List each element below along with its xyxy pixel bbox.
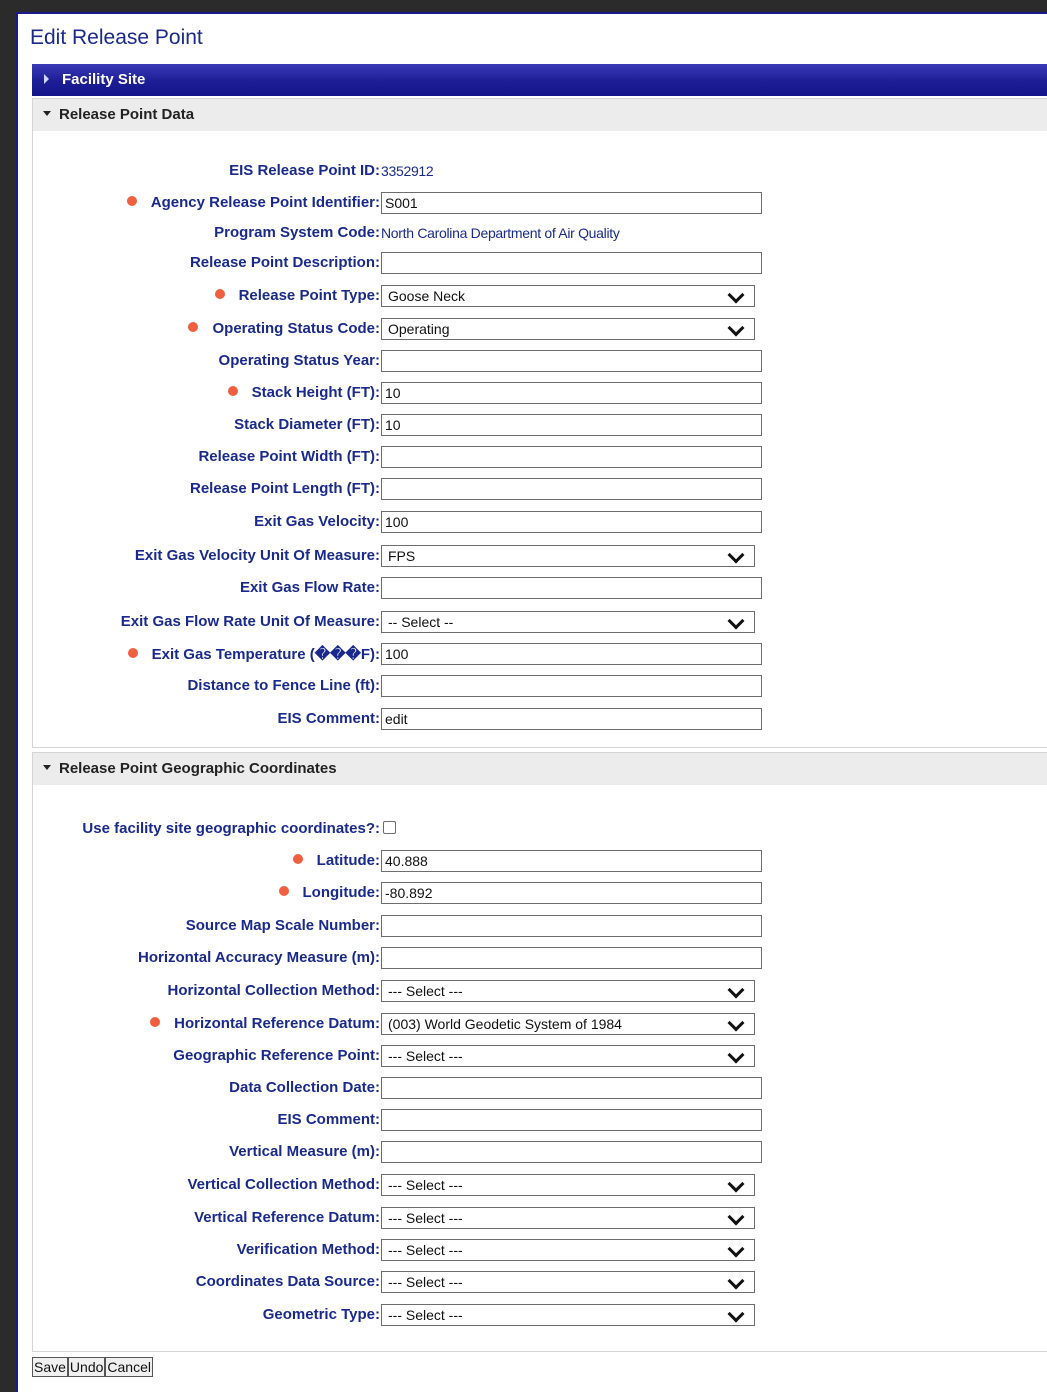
horizontal-accuracy-measure-m-input[interactable]: [381, 947, 762, 969]
release-point-type-selected-value: Goose Neck: [388, 288, 466, 304]
horizontal-reference-datum-select[interactable]: [381, 1013, 755, 1035]
latitude-label: [293, 852, 380, 869]
eis-comment-label: [277, 710, 380, 727]
coordinates-data-source-label: [196, 1273, 380, 1290]
eis-release-point-id-label-text: EIS Release Point ID:: [229, 162, 380, 179]
operating-status-code-row: [33, 318, 1047, 342]
data-collection-date-row: [33, 1077, 1047, 1101]
required-dot-icon: [150, 1017, 160, 1027]
geo-coordinates-section: [32, 752, 1047, 1352]
coordinates-data-source-selected-value: --- Select ---: [388, 1274, 463, 1290]
coordinates-data-source-select[interactable]: [381, 1271, 755, 1293]
save-button[interactable]: Save: [34, 1359, 66, 1375]
vertical-reference-datum-selected-value: --- Select ---: [388, 1210, 463, 1226]
release-point-width-ft-label-text: Release Point Width (FT):: [198, 448, 380, 465]
release-point-description-label-text: Release Point Description:: [189, 254, 380, 271]
horizontal-collection-method-row: [33, 980, 1047, 1004]
eis-comment-label: [277, 1111, 380, 1128]
exit-gas-velocity-unit-of-measure-select[interactable]: [381, 545, 755, 567]
horizontal-reference-datum-selected-value: (003) World Geodetic System of 1984: [388, 1016, 622, 1032]
agency-release-point-identifier-label: [127, 194, 380, 211]
exit-gas-flow-rate-input[interactable]: [381, 577, 762, 599]
exit-gas-temperature-f-row: [33, 643, 1047, 667]
release-point-type-label: [215, 287, 380, 304]
exit-gas-flow-rate-unit-of-measure-label: [121, 613, 380, 630]
use-facility-site-geographic-coordinates-label: [82, 820, 380, 837]
chevron-down-icon: [728, 1209, 745, 1226]
horizontal-collection-method-select[interactable]: [381, 980, 755, 1002]
horizontal-accuracy-measure-m-label-text: Horizontal Accuracy Measure (m):: [137, 949, 380, 966]
page: [16, 12, 1047, 1392]
vertical-measure-m-label-text: Vertical Measure (m):: [229, 1143, 380, 1160]
longitude-row: [33, 882, 1047, 906]
longitude-label-text: Longitude:: [302, 884, 380, 901]
verification-method-row: [33, 1239, 1047, 1263]
horizontal-collection-method-selected-value: --- Select ---: [388, 983, 463, 999]
required-dot-icon: [279, 886, 289, 896]
source-map-scale-number-input[interactable]: [381, 915, 762, 937]
release-point-length-ft-input[interactable]: [381, 478, 762, 500]
chevron-down-icon: [728, 1015, 745, 1032]
eis-release-point-id-value: 3352912: [381, 163, 434, 179]
operating-status-year-row: [33, 350, 1047, 374]
release-point-width-ft-input[interactable]: [381, 446, 762, 468]
vertical-measure-m-label: [229, 1143, 380, 1160]
operating-status-year-label-text: Operating Status Year:: [218, 352, 380, 369]
verification-method-selected-value: --- Select ---: [388, 1242, 463, 1258]
chevron-down-icon: [728, 1241, 745, 1258]
geographic-reference-point-row: [33, 1045, 1047, 1069]
distance-to-fence-line-ft-label-text: Distance to Fence Line (ft):: [187, 677, 380, 694]
required-dot-icon: [188, 322, 198, 332]
release-point-type-row: [33, 285, 1047, 309]
required-dot-icon: [127, 196, 137, 206]
release-point-description-row: [33, 252, 1047, 276]
operating-status-code-selected-value: Operating: [388, 321, 450, 337]
geo-coordinates-title: Release Point Geographic Coordinates: [59, 760, 337, 777]
geometric-type-label-text: Geometric Type:: [262, 1306, 380, 1323]
agency-release-point-identifier-label-text: Agency Release Point Identifier:: [150, 194, 380, 211]
use-facility-site-geographic-coordinates-checkbox[interactable]: [383, 821, 396, 834]
undo-button[interactable]: Undo: [69, 1359, 104, 1375]
geographic-reference-point-label: [173, 1047, 380, 1064]
latitude-row: [33, 850, 1047, 874]
latitude-label-text: Latitude:: [316, 852, 380, 869]
chevron-down-icon: [728, 1176, 745, 1193]
vertical-collection-method-label-text: Vertical Collection Method:: [187, 1176, 380, 1193]
exit-gas-velocity-input[interactable]: [381, 511, 762, 533]
required-dot-icon: [293, 854, 303, 864]
exit-gas-velocity-label-text: Exit Gas Velocity:: [254, 513, 380, 530]
release-point-description-input[interactable]: [381, 252, 762, 274]
horizontal-reference-datum-label: [150, 1015, 380, 1032]
page-title: Edit Release Point: [30, 26, 203, 49]
use-facility-site-geographic-coordinates-row: [33, 818, 1047, 842]
chevron-down-icon: [728, 1273, 745, 1290]
stack-height-ft-label: [228, 384, 380, 401]
exit-gas-velocity-unit-of-measure-label-text: Exit Gas Velocity Unit Of Measure:: [134, 547, 380, 564]
geo-coordinates-header[interactable]: [33, 753, 1047, 785]
longitude-input[interactable]: [381, 882, 762, 904]
verification-method-label: [237, 1241, 380, 1258]
release-point-length-ft-label: [190, 480, 380, 497]
geographic-reference-point-select[interactable]: [381, 1045, 755, 1067]
eis-comment-input[interactable]: [381, 1109, 762, 1131]
geometric-type-row: [33, 1304, 1047, 1328]
cancel-button[interactable]: Cancel: [107, 1359, 151, 1375]
exit-gas-flow-rate-row: [33, 577, 1047, 601]
release-point-data-section: [32, 98, 1047, 748]
eis-comment-row: [33, 1109, 1047, 1133]
vertical-reference-datum-label-text: Vertical Reference Datum:: [194, 1209, 380, 1226]
release-point-data-header[interactable]: [33, 99, 1047, 131]
chevron-down-icon: [728, 1047, 745, 1064]
eis-release-point-id-row: [33, 160, 1047, 184]
vertical-reference-datum-label: [194, 1209, 380, 1226]
stack-diameter-ft-label: [234, 416, 380, 433]
data-collection-date-label: [229, 1079, 380, 1096]
vertical-reference-datum-row: [33, 1207, 1047, 1231]
source-map-scale-number-row: [33, 915, 1047, 939]
coordinates-data-source-row: [33, 1271, 1047, 1295]
horizontal-reference-datum-row: [33, 1013, 1047, 1037]
collapse-arrow-icon: [43, 111, 51, 116]
vertical-measure-m-row: [33, 1141, 1047, 1165]
release-point-type-select[interactable]: [381, 285, 755, 307]
release-point-width-ft-row: [33, 446, 1047, 470]
exit-gas-flow-rate-unit-of-measure-select[interactable]: [381, 611, 755, 633]
exit-gas-temperature-f-input[interactable]: [381, 643, 762, 665]
stack-height-ft-label-text: Stack Height (FT):: [251, 384, 380, 401]
eis-release-point-id-label: [229, 162, 380, 179]
source-map-scale-number-label-text: Source Map Scale Number:: [185, 917, 380, 934]
operating-status-year-label: [219, 352, 380, 369]
eis-comment-row: [33, 708, 1047, 732]
form-buttons: [32, 1357, 153, 1379]
vertical-collection-method-select[interactable]: [381, 1174, 755, 1196]
required-dot-icon: [228, 386, 238, 396]
stack-height-ft-input[interactable]: [381, 382, 762, 404]
exit-gas-flow-rate-unit-of-measure-label-text: Exit Gas Flow Rate Unit Of Measure:: [120, 613, 380, 630]
eis-comment-label-text: EIS Comment:: [277, 1111, 380, 1128]
exit-gas-temperature-f-label: [128, 645, 380, 663]
use-facility-site-geographic-coordinates-label-text: Use facility site geographic coordinates?:: [82, 820, 380, 837]
exit-gas-flow-rate-label: [240, 579, 380, 596]
release-point-description-label: [190, 254, 380, 271]
release-point-data-title: Release Point Data: [59, 106, 195, 123]
distance-to-fence-line-ft-input[interactable]: [381, 675, 762, 697]
geographic-reference-point-selected-value: --- Select ---: [388, 1048, 463, 1064]
agency-release-point-identifier-input[interactable]: [381, 192, 762, 214]
geometric-type-label: [263, 1306, 380, 1323]
operating-status-code-label: [188, 320, 380, 337]
vertical-collection-method-row: [33, 1174, 1047, 1198]
facility-site-label: Facility Site: [62, 71, 146, 88]
agency-release-point-identifier-row: [33, 192, 1047, 216]
horizontal-accuracy-measure-m-label: [138, 949, 380, 966]
stack-diameter-ft-input[interactable]: [381, 414, 762, 436]
chevron-down-icon: [728, 1306, 745, 1323]
geographic-reference-point-label-text: Geographic Reference Point:: [173, 1047, 380, 1064]
required-dot-icon: [128, 648, 138, 658]
program-system-code-label-text: Program System Code:: [214, 224, 380, 241]
horizontal-accuracy-measure-m-row: [33, 947, 1047, 971]
chevron-down-icon: [728, 287, 745, 304]
horizontal-collection-method-label: [168, 982, 380, 999]
exit-gas-velocity-unit-of-measure-label: [135, 547, 380, 564]
geometric-type-selected-value: --- Select ---: [388, 1307, 463, 1323]
eis-comment-input[interactable]: [381, 708, 762, 730]
exit-gas-velocity-unit-of-measure-selected-value: FPS: [388, 548, 416, 564]
vertical-collection-method-selected-value: --- Select ---: [388, 1177, 463, 1193]
verification-method-select[interactable]: [381, 1239, 755, 1261]
operating-status-year-input[interactable]: [381, 350, 762, 372]
latitude-input[interactable]: [381, 850, 762, 872]
verification-method-label-text: Verification Method:: [236, 1241, 380, 1258]
stack-height-ft-row: [33, 382, 1047, 406]
stack-diameter-ft-label-text: Stack Diameter (FT):: [234, 416, 380, 433]
exit-gas-flow-rate-label-text: Exit Gas Flow Rate:: [239, 579, 380, 596]
exit-gas-flow-rate-unit-of-measure-selected-value: -- Select --: [388, 614, 454, 630]
required-dot-icon: [215, 289, 225, 299]
program-system-code-label: [214, 224, 380, 241]
exit-gas-temperature-f-label-text: Exit Gas Temperature (���F):: [151, 646, 380, 663]
geometric-type-select[interactable]: [381, 1304, 755, 1326]
chevron-down-icon: [728, 613, 745, 630]
chevron-down-icon: [728, 982, 745, 999]
distance-to-fence-line-ft-row: [33, 675, 1047, 699]
chevron-down-icon: [728, 320, 745, 337]
eis-comment-label-text: EIS Comment:: [277, 710, 380, 727]
exit-gas-velocity-row: [33, 511, 1047, 535]
operating-status-code-label-text: Operating Status Code:: [212, 320, 380, 337]
stack-diameter-ft-row: [33, 414, 1047, 438]
chevron-down-icon: [728, 547, 745, 564]
horizontal-reference-datum-label-text: Horizontal Reference Datum:: [174, 1015, 380, 1032]
facility-site-header[interactable]: [32, 64, 1047, 96]
release-point-width-ft-label: [198, 448, 380, 465]
program-system-code-row: [33, 222, 1047, 246]
collapse-arrow-icon: [43, 765, 51, 770]
data-collection-date-label-text: Data Collection Date:: [229, 1079, 380, 1096]
release-point-length-ft-row: [33, 478, 1047, 502]
longitude-label: [279, 884, 380, 901]
program-system-code-value: North Carolina Department of Air Quality: [381, 225, 620, 241]
release-point-length-ft-label-text: Release Point Length (FT):: [189, 480, 380, 497]
exit-gas-flow-rate-unit-of-measure-row: [33, 611, 1047, 635]
exit-gas-velocity-unit-of-measure-row: [33, 545, 1047, 569]
coordinates-data-source-label-text: Coordinates Data Source:: [195, 1273, 380, 1290]
data-collection-date-input[interactable]: [381, 1077, 762, 1099]
horizontal-collection-method-label-text: Horizontal Collection Method:: [167, 982, 380, 999]
vertical-measure-m-input[interactable]: [381, 1141, 762, 1163]
operating-status-code-select[interactable]: [381, 318, 755, 340]
release-point-type-label-text: Release Point Type:: [238, 287, 380, 304]
expand-arrow-icon: [44, 74, 49, 84]
distance-to-fence-line-ft-label: [187, 677, 380, 694]
vertical-collection-method-label: [187, 1176, 380, 1193]
source-map-scale-number-label: [186, 917, 380, 934]
vertical-reference-datum-select[interactable]: [381, 1207, 755, 1229]
exit-gas-velocity-label: [254, 513, 380, 530]
